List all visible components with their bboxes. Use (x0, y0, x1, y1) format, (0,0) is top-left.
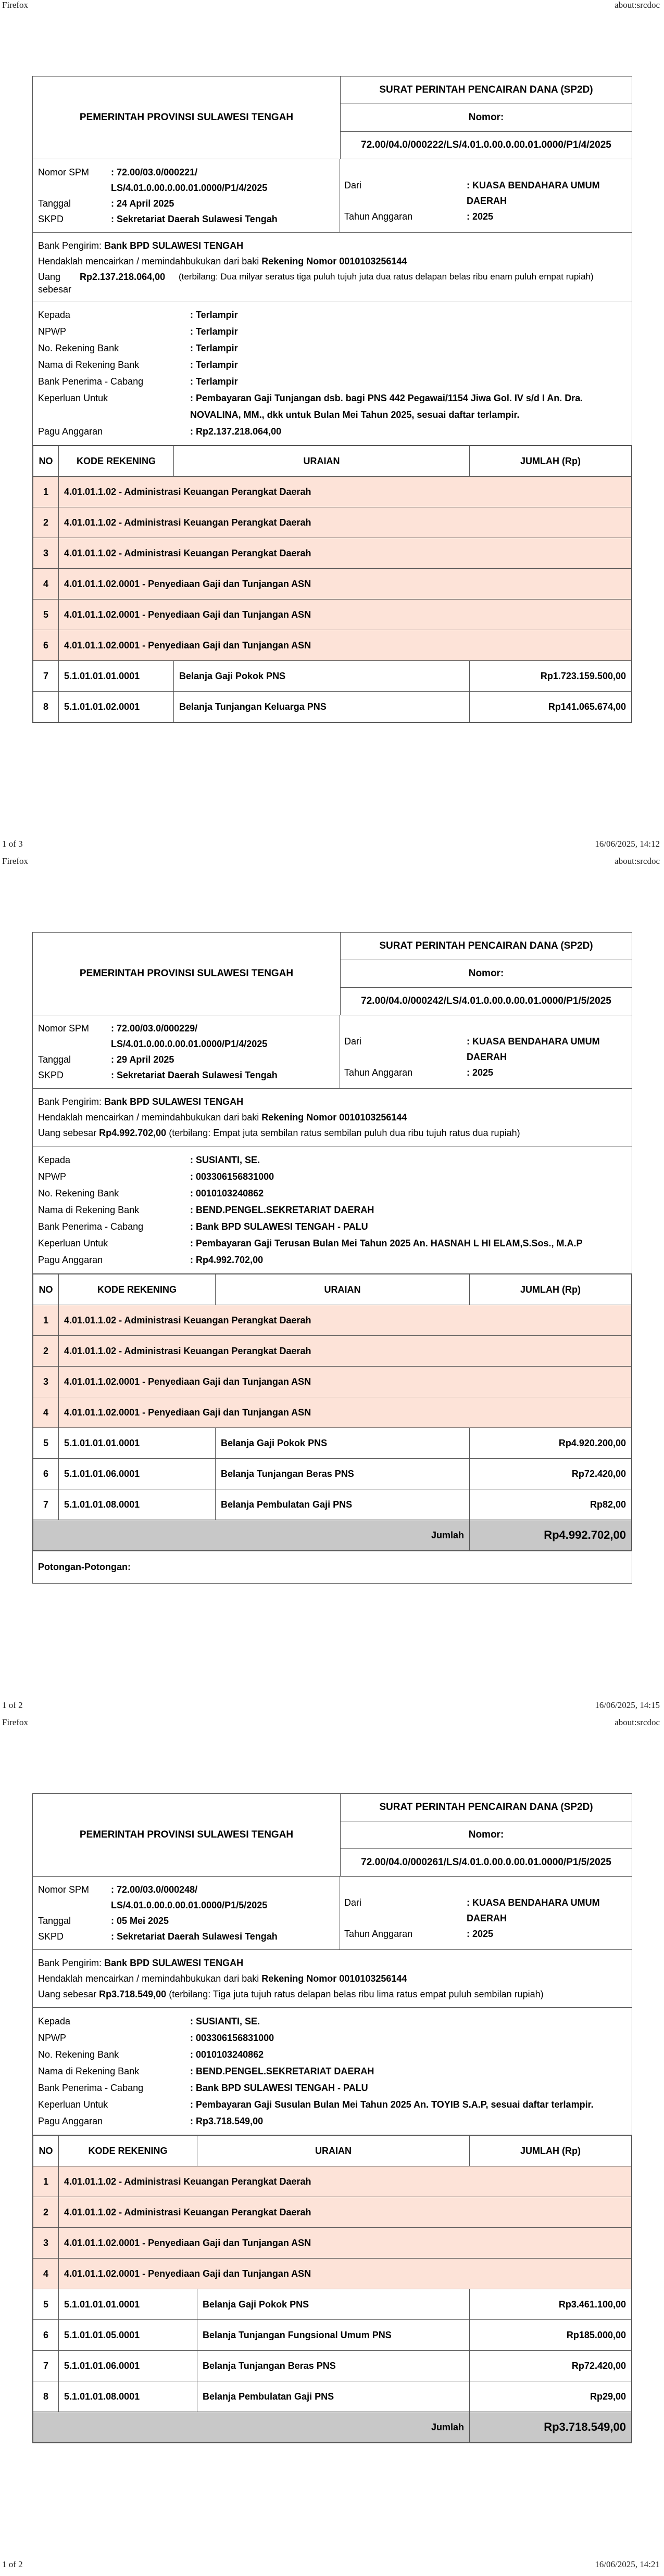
nomor-sp2d: 72.00/04.0/000242/LS/4.01.0.00.0.00.01.0000/P1/5/2025 (341, 987, 632, 1015)
table-row (33, 1397, 632, 1428)
document-title: SURAT PERINTAH PENCAIRAN DANA (SP2D) (379, 1802, 593, 1813)
pagu-value: : Rp3.718.549,00 (190, 2116, 264, 2126)
sp2d-document (32, 1793, 632, 2443)
table-row (33, 2166, 632, 2197)
kepada-value: : SUSIANTI, SE. (190, 1155, 260, 1165)
tanggal: : 24 April 2025 (111, 198, 174, 209)
no-rekening-label: No. Rekening Bank (38, 343, 119, 353)
row-uraian: Belanja Tunjangan Fungsional Umum PNS (197, 2320, 470, 2351)
row-kode: 4.01.01.1.02.0001 - Penyediaan Gaji dan Tunjangan ASN (59, 1397, 632, 1428)
bank-penerima-value: : Terlampir (190, 376, 238, 387)
row-no: 1 (33, 2166, 59, 2197)
kepada-label: Kepada (38, 1155, 71, 1165)
row-no: 4 (33, 2259, 59, 2289)
col-kode: KODE REKENING (59, 446, 174, 477)
dari-label: Dari (344, 180, 362, 190)
dari: : KUASA BENDAHARA UMUM DAERAH (467, 1897, 600, 1923)
row-no: 8 (33, 692, 59, 722)
kepada-value: : SUSIANTI, SE. (190, 2016, 260, 2026)
table-row (33, 2381, 632, 2412)
document-header (33, 76, 632, 159)
rekening-table (33, 445, 632, 722)
bank-pengirim-label: Bank Pengirim: (38, 1958, 102, 1968)
row-no: 6 (33, 630, 59, 661)
bank-pengirim-label: Bank Pengirim: (38, 1096, 102, 1107)
pagu-label: Pagu Anggaran (38, 2116, 103, 2126)
keperluan-label: Keperluan Untuk (38, 2099, 108, 2110)
skpd-label: SKPD (38, 214, 64, 224)
col-no: NO (33, 2136, 59, 2166)
npwp-value: : 003306156831000 (190, 1171, 274, 1182)
row-uraian: Belanja Gaji Pokok PNS (197, 2289, 470, 2320)
row-no: 6 (33, 2320, 59, 2351)
col-uraian: URAIAN (174, 446, 470, 477)
dari-label: Dari (344, 1897, 362, 1908)
row-no: 6 (33, 1459, 59, 1489)
col-kode: KODE REKENING (59, 2136, 197, 2166)
hendaklah-text: Hendaklah mencairkan / memindahbukukan dari baki (38, 1112, 259, 1123)
sp2d-document (32, 932, 632, 1584)
row-no: 2 (33, 1336, 59, 1367)
nomor-label: Nomor: (341, 960, 632, 987)
keperluan-value: : Pembayaran Gaji Susulan Bulan Mei Tahun 2025 An. TOYIB S.A.P, sesuai daftar terlampir. (190, 2099, 594, 2110)
nomor-spm-label: Nomor SPM (38, 1884, 90, 1895)
total-label: Jumlah (33, 1520, 470, 1551)
total-amount: Rp4.992.702,00 (470, 1520, 632, 1551)
print-timestamp-footer: 16/06/2025, 14:15 (595, 1700, 660, 1710)
col-no: NO (33, 1274, 59, 1305)
page-count-footer: 1 of 2 (2, 2559, 23, 2569)
row-no: 1 (33, 477, 59, 507)
table-row (33, 507, 632, 538)
tanggal-label: Tanggal (38, 1916, 71, 1926)
tahun-anggaran: : 2025 (467, 1929, 494, 1939)
uang-sebesar: Rp3.718.549,00 (99, 1989, 167, 1999)
spm-section (33, 159, 632, 233)
nama-rekening-value: : BEND.PENGEL.SEKRETARIAT DAERAH (190, 2066, 374, 2076)
row-no: 7 (33, 661, 59, 692)
no-rekening-value: : 0010103240862 (190, 1188, 264, 1198)
npwp-label: NPWP (38, 1171, 66, 1182)
row-jumlah: Rp72.420,00 (470, 2351, 632, 2381)
row-kode: 5.1.01.01.01.0001 (59, 661, 174, 692)
rekening-nomor: Rekening Nomor 0010103256144 (261, 1112, 407, 1123)
bank-pengirim: Bank BPD SULAWESI TENGAH (104, 1958, 244, 1968)
dari: : KUASA BENDAHARA UMUM DAERAH (467, 1036, 600, 1062)
keperluan-label: Keperluan Untuk (38, 1238, 108, 1248)
col-jumlah: JUMLAH (Rp) (470, 446, 632, 477)
print-timestamp-footer: 16/06/2025, 14:21 (595, 2559, 660, 2569)
bank-pengirim-label: Bank Pengirim: (38, 240, 102, 251)
row-kode: 4.01.01.1.02 - Administrasi Keuangan Perangkat Daerah (59, 507, 632, 538)
row-kode: 5.1.01.01.08.0001 (59, 1489, 216, 1520)
table-row (33, 630, 632, 661)
dari-label: Dari (344, 1036, 362, 1047)
page-url-header: about:srcdoc (615, 0, 660, 10)
row-jumlah: Rp29,00 (470, 2381, 632, 2412)
bank-section (33, 1089, 632, 1146)
tahun-anggaran-label: Tahun Anggaran (344, 211, 413, 222)
pagu-label: Pagu Anggaran (38, 426, 103, 437)
nomor-label: Nomor: (341, 104, 632, 131)
no-rekening-value: : Terlampir (190, 343, 238, 353)
table-row (33, 477, 632, 507)
skpd: : Sekretariat Daerah Sulawesi Tengah (111, 1070, 278, 1080)
nomor-spm: : 72.00/03.0/000248/ LS/4.01.0.00.0.00.01.0000/P1/5/2025 (111, 1884, 268, 1910)
table-row (33, 661, 632, 692)
nomor-spm-label: Nomor SPM (38, 167, 90, 177)
instansi-name: PEMERINTAH PROVINSI SULAWESI TENGAH (33, 1794, 341, 1876)
table-row (33, 1305, 632, 1336)
bank-penerima-label: Bank Penerima - Cabang (38, 2083, 144, 2093)
uang-sebesar: Rp2.137.218.064,00 (80, 272, 166, 282)
table-row (33, 569, 632, 600)
pagu-label: Pagu Anggaran (38, 1255, 103, 1265)
nomor-sp2d: 72.00/04.0/000261/LS/4.01.0.00.0.00.01.0000/P1/5/2025 (341, 1848, 632, 1876)
uang-label: Uang sebesar (38, 1128, 97, 1138)
print-page-1 (0, 0, 664, 856)
page-url-header: about:srcdoc (615, 856, 660, 866)
bank-pengirim: Bank BPD SULAWESI TENGAH (104, 240, 244, 251)
col-uraian: URAIAN (216, 1274, 470, 1305)
row-kode: 5.1.01.01.06.0001 (59, 2351, 197, 2381)
browser-name-header: Firefox (2, 1717, 29, 1727)
keperluan-value: : Pembayaran Gaji Tunjangan dsb. bagi PNS 442 Pegawai/1154 Jiwa Gol. IV s/d I An. Dra. NOVALINA, MM., dkk untuk Bulan Mei Tahun 2025, sesuai daftar terlampir. (190, 393, 583, 420)
row-kode: 5.1.01.01.05.0001 (59, 2320, 197, 2351)
terbilang: (terbilang: Tiga juta tujuh ratus delapan belas ribu lima ratus empat puluh sembilan rupiah) (169, 1989, 544, 1999)
row-jumlah: Rp1.723.159.500,00 (470, 661, 632, 692)
npwp-value: : Terlampir (190, 326, 238, 337)
print-timestamp-footer: 16/06/2025, 14:12 (595, 839, 660, 849)
row-jumlah: Rp3.461.100,00 (470, 2289, 632, 2320)
bank-section (33, 1950, 632, 2008)
document-title: SURAT PERINTAH PENCAIRAN DANA (SP2D) (379, 84, 593, 95)
recipient-section (33, 2008, 632, 2135)
nama-rekening-value: : BEND.PENGEL.SEKRETARIAT DAERAH (190, 1205, 374, 1215)
row-kode: 5.1.01.01.06.0001 (59, 1459, 216, 1489)
nama-rekening-label: Nama di Rekening Bank (38, 360, 140, 370)
row-no: 2 (33, 2197, 59, 2228)
row-uraian: Belanja Pembulatan Gaji PNS (197, 2381, 470, 2412)
row-kode: 4.01.01.1.02 - Administrasi Keuangan Perangkat Daerah (59, 538, 632, 569)
print-page-2 (0, 856, 664, 1712)
row-uraian: Belanja Gaji Pokok PNS (174, 661, 470, 692)
row-uraian: Belanja Tunjangan Beras PNS (216, 1459, 470, 1489)
uang-label: Uang sebesar (38, 1989, 97, 1999)
bank-penerima-value: : Bank BPD SULAWESI TENGAH - PALU (190, 2083, 368, 2093)
uang-sebesar: Rp4.992.702,00 (99, 1128, 167, 1138)
row-uraian: Belanja Tunjangan Beras PNS (197, 2351, 470, 2381)
row-kode: 5.1.01.01.08.0001 (59, 2381, 197, 2412)
no-rekening-label: No. Rekening Bank (38, 1188, 119, 1198)
rekening-nomor: Rekening Nomor 0010103256144 (261, 256, 407, 266)
spm-section (33, 1877, 632, 1950)
row-uraian: Belanja Pembulatan Gaji PNS (216, 1489, 470, 1520)
row-uraian: Belanja Tunjangan Keluarga PNS (174, 692, 470, 722)
col-no: NO (33, 446, 59, 477)
skpd: : Sekretariat Daerah Sulawesi Tengah (111, 214, 278, 224)
nama-rekening-value: : Terlampir (190, 360, 238, 370)
npwp-label: NPWP (38, 326, 66, 337)
browser-name-header: Firefox (2, 0, 29, 10)
page-count-footer: 1 of 3 (2, 839, 23, 849)
col-jumlah: JUMLAH (Rp) (470, 1274, 632, 1305)
table-row (33, 2289, 632, 2320)
tahun-anggaran: : 2025 (467, 211, 494, 222)
row-no: 7 (33, 1489, 59, 1520)
row-no: 1 (33, 1305, 59, 1336)
row-kode: 4.01.01.1.02 - Administrasi Keuangan Perangkat Daerah (59, 477, 632, 507)
col-uraian: URAIAN (197, 2136, 470, 2166)
row-no: 3 (33, 1367, 59, 1397)
table-row (33, 2197, 632, 2228)
table-row (33, 692, 632, 722)
tahun-anggaran-label: Tahun Anggaran (344, 1067, 413, 1078)
sp2d-document (32, 76, 632, 723)
row-uraian: Belanja Gaji Pokok PNS (216, 1428, 470, 1459)
row-jumlah: Rp82,00 (470, 1489, 632, 1520)
row-no: 3 (33, 538, 59, 569)
row-kode: 5.1.01.01.01.0001 (59, 2289, 197, 2320)
tanggal-label: Tanggal (38, 198, 71, 209)
npwp-value: : 003306156831000 (190, 2033, 274, 2043)
row-kode: 4.01.01.1.02 - Administrasi Keuangan Perangkat Daerah (59, 1336, 632, 1367)
table-row (33, 2228, 632, 2259)
nomor-spm: : 72.00/03.0/000221/ LS/4.01.0.00.0.00.01.0000/P1/4/2025 (111, 167, 268, 193)
row-kode: 4.01.01.1.02 - Administrasi Keuangan Perangkat Daerah (59, 2197, 632, 2228)
total-amount: Rp3.718.549,00 (470, 2412, 632, 2443)
tahun-anggaran: : 2025 (467, 1067, 494, 1078)
row-no: 2 (33, 507, 59, 538)
keperluan-label: Keperluan Untuk (38, 393, 108, 403)
browser-name-header: Firefox (2, 856, 29, 866)
table-row (33, 1428, 632, 1459)
nomor-sp2d: 72.00/04.0/000222/LS/4.01.0.00.0.00.01.0000/P1/4/2025 (341, 131, 632, 159)
print-page-3 (0, 1712, 664, 2576)
row-no: 3 (33, 2228, 59, 2259)
recipient-section (33, 1146, 632, 1274)
nomor-label: Nomor: (341, 1821, 632, 1848)
row-no: 4 (33, 1397, 59, 1428)
tanggal: : 29 April 2025 (111, 1054, 174, 1065)
hendaklah-text: Hendaklah mencairkan / memindahbukukan dari baki (38, 1973, 259, 1984)
row-kode: 4.01.01.1.02.0001 - Penyediaan Gaji dan Tunjangan ASN (59, 1367, 632, 1397)
potongan-heading: Potongan-Potongan: (33, 1551, 632, 1583)
skpd-label: SKPD (38, 1931, 64, 1942)
row-jumlah: Rp185.000,00 (470, 2320, 632, 2351)
npwp-label: NPWP (38, 2033, 66, 2043)
kepada-value: : Terlampir (190, 310, 238, 320)
recipient-section (33, 301, 632, 445)
row-no: 8 (33, 2381, 59, 2412)
table-row (33, 538, 632, 569)
page-url-header: about:srcdoc (615, 1717, 660, 1727)
table-row (33, 2320, 632, 2351)
document-title: SURAT PERINTAH PENCAIRAN DANA (SP2D) (379, 940, 593, 951)
bank-section (33, 233, 632, 301)
bank-penerima-label: Bank Penerima - Cabang (38, 1221, 144, 1232)
nama-rekening-label: Nama di Rekening Bank (38, 1205, 140, 1215)
no-rekening-value: : 0010103240862 (190, 2049, 264, 2060)
nomor-spm: : 72.00/03.0/000229/ LS/4.01.0.00.0.00.01.0000/P1/4/2025 (111, 1023, 268, 1049)
rekening-nomor: Rekening Nomor 0010103256144 (261, 1973, 407, 1984)
total-row (33, 2412, 632, 2443)
col-kode: KODE REKENING (59, 1274, 216, 1305)
spm-section (33, 1015, 632, 1089)
kepada-label: Kepada (38, 2016, 71, 2026)
skpd: : Sekretariat Daerah Sulawesi Tengah (111, 1931, 278, 1942)
kepada-label: Kepada (38, 310, 71, 320)
row-kode: 4.01.01.1.02.0001 - Penyediaan Gaji dan Tunjangan ASN (59, 569, 632, 600)
row-kode: 4.01.01.1.02 - Administrasi Keuangan Perangkat Daerah (59, 2166, 632, 2197)
row-jumlah: Rp4.920.200,00 (470, 1428, 632, 1459)
row-kode: 5.1.01.01.01.0001 (59, 1428, 216, 1459)
bank-penerima-value: : Bank BPD SULAWESI TENGAH - PALU (190, 1221, 368, 1232)
rekening-table (33, 1274, 632, 1551)
tanggal: : 05 Mei 2025 (111, 1916, 169, 1926)
row-jumlah: Rp141.065.674,00 (470, 692, 632, 722)
nomor-spm-label: Nomor SPM (38, 1023, 90, 1034)
skpd-label: SKPD (38, 1070, 64, 1080)
row-kode: 4.01.01.1.02.0001 - Penyediaan Gaji dan Tunjangan ASN (59, 600, 632, 630)
row-jumlah: Rp72.420,00 (470, 1459, 632, 1489)
total-row (33, 1520, 632, 1551)
col-jumlah: JUMLAH (Rp) (470, 2136, 632, 2166)
row-no: 5 (33, 1428, 59, 1459)
pagu-value: : Rp4.992.702,00 (190, 1255, 264, 1265)
no-rekening-label: No. Rekening Bank (38, 2049, 119, 2060)
document-header (33, 933, 632, 1015)
tanggal-label: Tanggal (38, 1054, 71, 1065)
terbilang: (terbilang: Empat juta sembilan ratus sembilan puluh dua ribu tujuh ratus dua rupiah) (169, 1128, 520, 1138)
table-row (33, 1336, 632, 1367)
keperluan-value: : Pembayaran Gaji Terusan Bulan Mei Tahun 2025 An. HASNAH L HI ELAM,S.Sos., M.A.P (190, 1238, 583, 1248)
row-kode: 4.01.01.1.02.0001 - Penyediaan Gaji dan Tunjangan ASN (59, 2259, 632, 2289)
instansi-name: PEMERINTAH PROVINSI SULAWESI TENGAH (33, 76, 341, 159)
page-count-footer: 1 of 2 (2, 1700, 23, 1710)
terbilang: (terbilang: Dua milyar seratus tiga puluh tujuh juta dua ratus delapan belas ribu enam puluh empat rupiah) (179, 272, 594, 282)
table-row (33, 1489, 632, 1520)
rekening-table (33, 2135, 632, 2443)
table-row (33, 600, 632, 630)
row-no: 7 (33, 2351, 59, 2381)
row-no: 4 (33, 569, 59, 600)
nama-rekening-label: Nama di Rekening Bank (38, 2066, 140, 2076)
table-row (33, 1459, 632, 1489)
row-kode: 5.1.01.01.02.0001 (59, 692, 174, 722)
row-kode: 4.01.01.1.02.0001 - Penyediaan Gaji dan Tunjangan ASN (59, 2228, 632, 2259)
pagu-value: : Rp2.137.218.064,00 (190, 426, 282, 437)
uang-label: Uang sebesar (38, 272, 72, 295)
bank-penerima-label: Bank Penerima - Cabang (38, 376, 144, 387)
table-row (33, 2259, 632, 2289)
table-row (33, 1367, 632, 1397)
row-kode: 4.01.01.1.02.0001 - Penyediaan Gaji dan Tunjangan ASN (59, 630, 632, 661)
row-kode: 4.01.01.1.02 - Administrasi Keuangan Perangkat Daerah (59, 1305, 632, 1336)
tahun-anggaran-label: Tahun Anggaran (344, 1929, 413, 1939)
row-no: 5 (33, 600, 59, 630)
total-label: Jumlah (33, 2412, 470, 2443)
document-header (33, 1794, 632, 1877)
dari: : KUASA BENDAHARA UMUM DAERAH (467, 180, 600, 206)
hendaklah-text: Hendaklah mencairkan / memindahbukukan dari baki (38, 256, 259, 266)
bank-pengirim: Bank BPD SULAWESI TENGAH (104, 1096, 244, 1107)
instansi-name: PEMERINTAH PROVINSI SULAWESI TENGAH (33, 933, 341, 1015)
row-no: 5 (33, 2289, 59, 2320)
table-row (33, 2351, 632, 2381)
